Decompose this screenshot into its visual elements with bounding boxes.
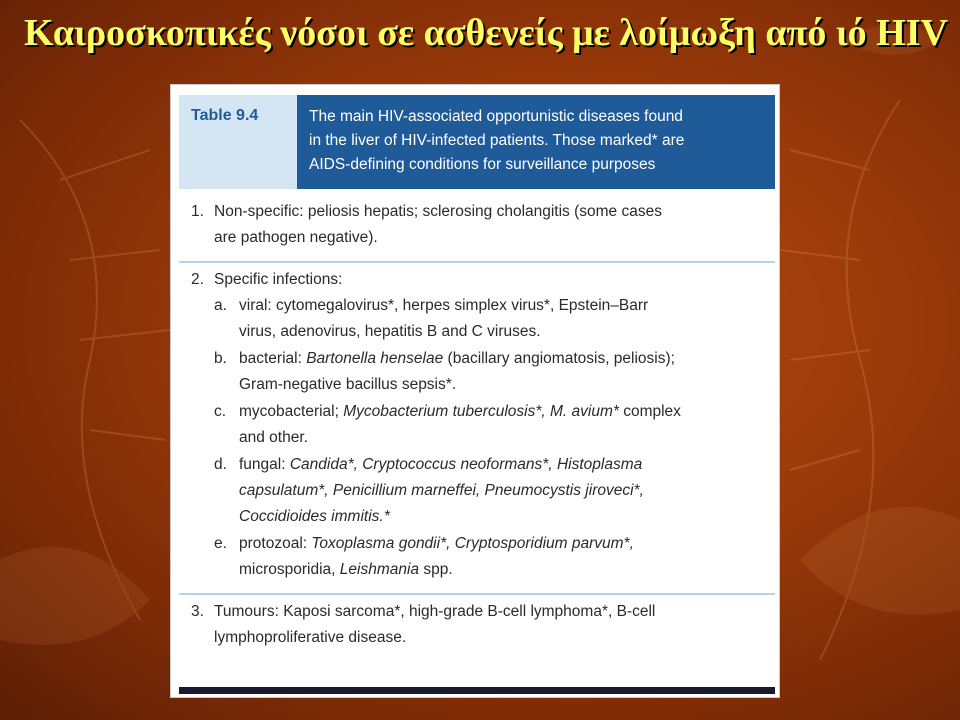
text: protozoal:	[239, 535, 312, 552]
section-divider	[179, 261, 775, 263]
organism-name: Candida*, Cryptococcus neoformans*, Histoplasma	[289, 456, 643, 473]
organism-name: Bartonella henselae	[306, 350, 444, 367]
section-number: 2.	[191, 271, 204, 288]
item-label: e.	[214, 535, 227, 552]
section-3-line: Tumours: Kaposi sarcoma*, high-grade B-cell lymphoma*, B-cell	[214, 603, 656, 620]
item-label: c.	[214, 403, 227, 420]
organism-name: Mycobacterium tuberculosis*, M. avium*	[343, 403, 619, 420]
slide-title: Καιροσκοπικές νόσοι σε ασθενείς με λοίμωξη από ιό HIV	[24, 12, 948, 54]
item-label: b.	[214, 350, 227, 367]
caption-line: in the liver of HIV-infected patients. Those marked* are	[309, 132, 685, 149]
fungal-line: Coccidioides immitis.*	[239, 508, 390, 525]
section-1-line: are pathogen negative).	[214, 229, 378, 246]
section-3-line: lymphoproliferative disease.	[214, 629, 407, 646]
section-2-heading: Specific infections:	[214, 271, 343, 288]
text: bacterial:	[239, 350, 307, 367]
text: (bacillary angiomatosis, peliosis);	[443, 350, 675, 367]
text: fungal:	[239, 456, 290, 473]
fungal-line	[239, 452, 642, 478]
table-image	[170, 84, 780, 698]
viral-line: virus, adenovirus, hepatitis B and C viruses.	[239, 323, 541, 340]
text: spp.	[419, 561, 453, 578]
bacterial-line	[239, 346, 675, 372]
organism-name: Leishmania	[339, 561, 420, 578]
caption-line: AIDS-defining conditions for surveillance purposes	[309, 156, 656, 173]
mycobacterial-line: and other.	[239, 429, 308, 446]
table-number: Table 9.4	[191, 107, 259, 124]
caption-line: The main HIV-associated opportunistic diseases found	[309, 108, 683, 125]
text: complex	[618, 403, 681, 420]
protozoal-line	[239, 557, 453, 583]
organism-name: Toxoplasma gondii*, Cryptosporidium parvum*,	[311, 535, 634, 552]
text: mycobacterial;	[239, 403, 344, 420]
fungal-line: capsulatum*, Penicillium marneffei, Pneumocystis jiroveci*,	[239, 482, 644, 499]
text: microsporidia,	[239, 561, 340, 578]
section-1-line: Non-specific: peliosis hepatis; sclerosing cholangitis (some cases	[214, 203, 662, 220]
item-label: d.	[214, 456, 227, 473]
section-divider	[179, 593, 775, 595]
table-caption	[297, 95, 775, 189]
section-number: 1.	[191, 203, 204, 220]
table-bottom-bar	[179, 687, 775, 694]
bacterial-line: Gram-negative bacillus sepsis*.	[239, 376, 457, 393]
viral-line: viral: cytomegalovirus*, herpes simplex virus*, Epstein–Barr	[239, 297, 649, 314]
protozoal-line	[239, 531, 634, 557]
section-number: 3.	[191, 603, 204, 620]
item-label: a.	[214, 297, 227, 314]
mycobacterial-line	[239, 399, 681, 425]
table-header	[179, 95, 775, 189]
